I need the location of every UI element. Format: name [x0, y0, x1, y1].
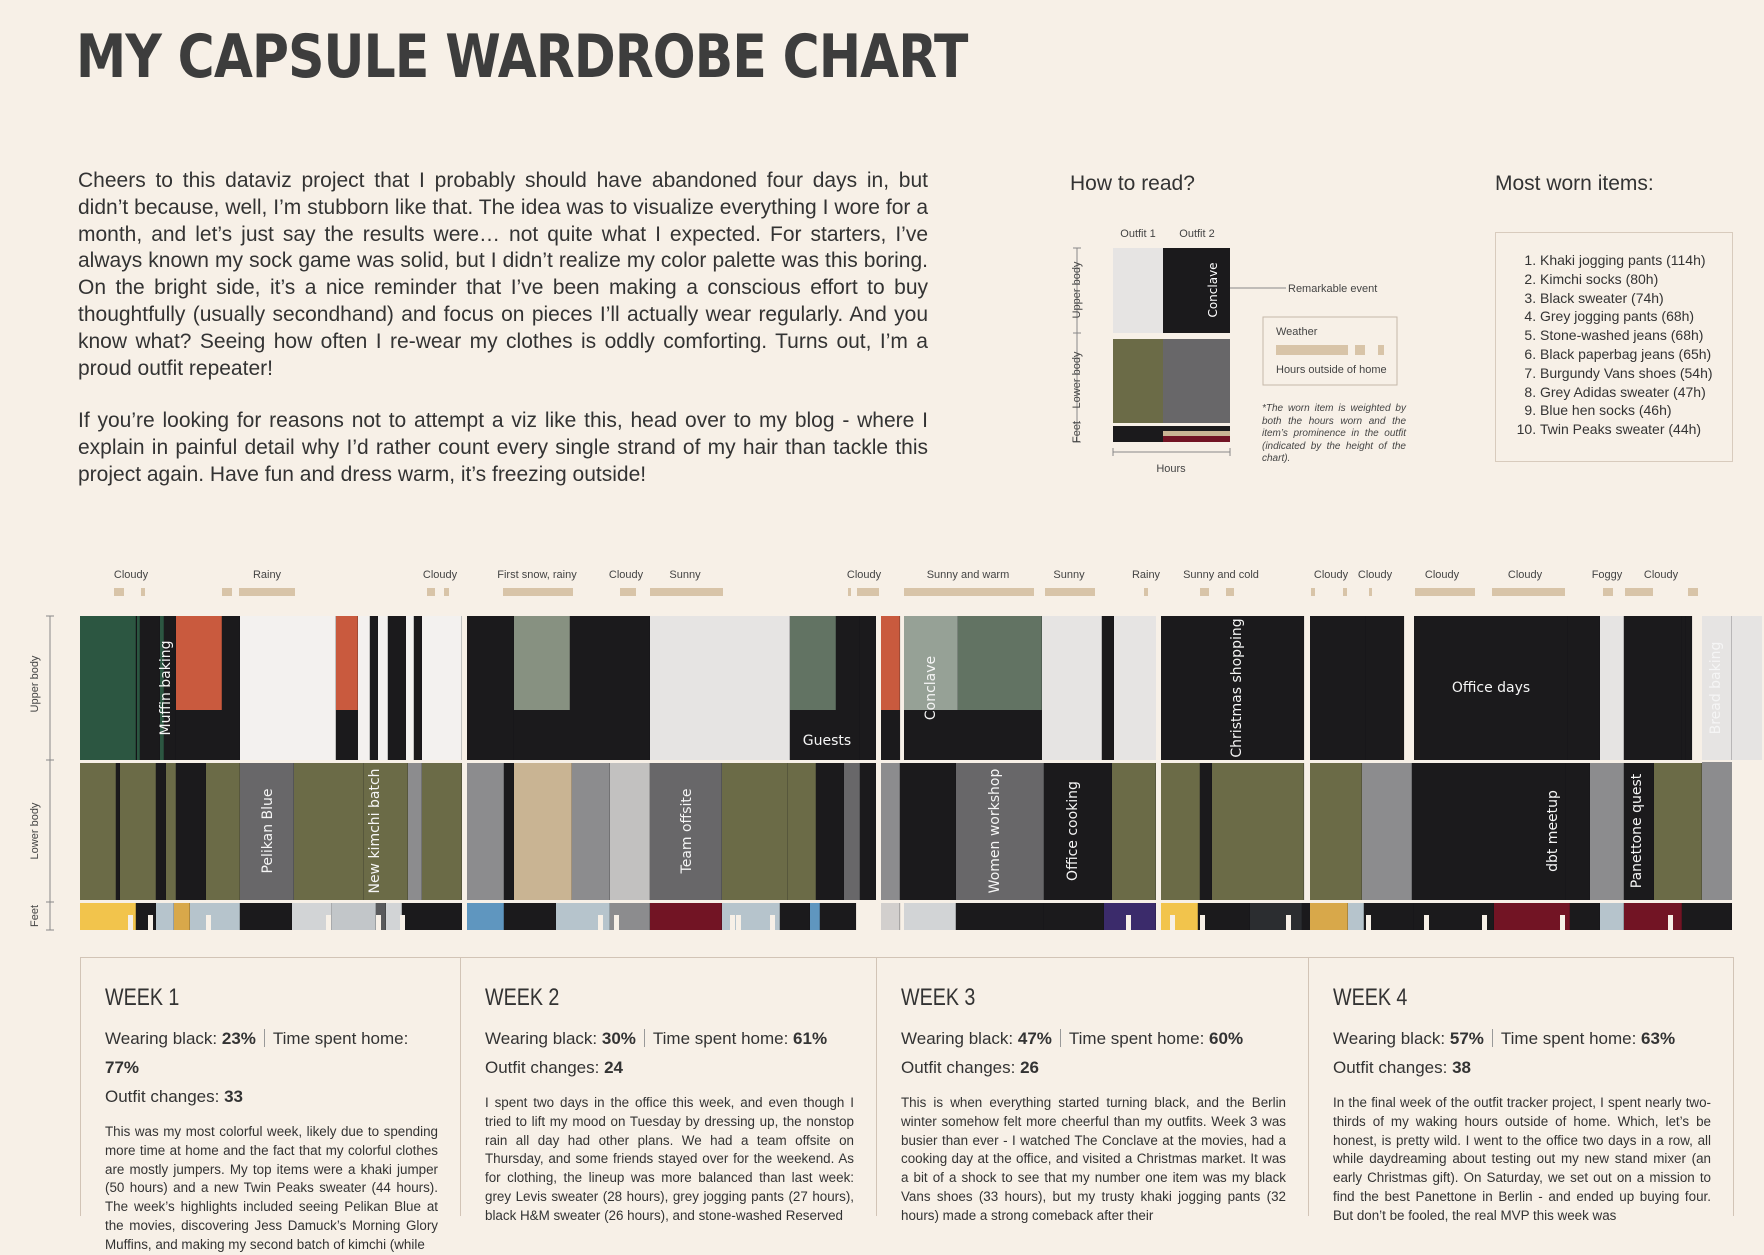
feet-notch-20	[1668, 915, 1673, 930]
upper-segment-13	[388, 616, 406, 760]
event-label-3: Christmas shopping	[1229, 618, 1245, 758]
feet-segment-19	[820, 902, 856, 930]
lower-segment-31	[1310, 762, 1362, 900]
weather-bar-5	[444, 588, 449, 596]
event-label-0: Muffin baking	[158, 640, 174, 736]
legend-outfit2: Outfit 2	[1179, 228, 1215, 240]
feet-notch-14	[1200, 915, 1205, 930]
changes-label: Outfit changes:	[105, 1087, 225, 1106]
feet-notch-5	[400, 915, 405, 930]
changes-label: Outfit changes:	[1333, 1058, 1453, 1077]
most-worn-item: 7. Burgundy Vans shoes (54h)	[1540, 364, 1732, 383]
feet-segment-29	[1310, 902, 1348, 930]
feet-notch-7	[614, 915, 619, 930]
most-worn-list	[1496, 251, 1732, 439]
upper-segment-11	[370, 616, 378, 760]
week-gap-2	[1156, 610, 1161, 935]
most-worn-item: 9. Blue hen socks (46h)	[1540, 401, 1732, 420]
feet-notch-6	[598, 915, 603, 930]
lower-segment-10	[408, 762, 422, 900]
black-value: 30%	[601, 1029, 636, 1048]
week-text: In the final week of the outfit tracker project, I spent nearly two-thirds of my waking hours outside of home. Which, let’s be honest, is pretty wild. I went to the office two days in a row, all while daydreaming about testing out my new stand mixer (an early Christmas gift). On Saturday, we set out on a mission to find the best Panettone in Berlin - and ended up buying four. But don’t be fooled, the real MVP this week was	[1333, 1095, 1711, 1223]
lower-segment-34	[1566, 762, 1590, 900]
feet-notch-4	[376, 915, 381, 930]
legend-feet-label: Feet	[1071, 420, 1083, 444]
feet-segment-21	[904, 902, 956, 930]
feet-segment-12	[504, 902, 556, 930]
changes-value: 38	[1452, 1058, 1471, 1077]
lower-segment-29	[1200, 762, 1212, 900]
upper-lower-part-0	[514, 710, 570, 760]
weather-label-13: Cloudy	[1424, 569, 1460, 581]
feet-segment-2	[156, 902, 174, 930]
feet-segment-15	[650, 902, 722, 930]
feet-notch-11	[862, 915, 867, 930]
changes-value: 26	[1020, 1058, 1039, 1077]
week-1-card	[81, 958, 461, 1252]
feet-row	[80, 902, 1732, 930]
feet-segment-34	[1570, 902, 1600, 930]
lower-segment-32	[1362, 762, 1412, 900]
lower-segment-20	[816, 762, 844, 900]
lower-segment-4	[166, 762, 176, 900]
row-label-upper: Upper body	[29, 655, 41, 713]
most-worn-item: 2. Kimchi socks (80h)	[1540, 270, 1732, 289]
feet-segment-37	[1682, 902, 1732, 930]
feet-segment-26	[1198, 902, 1250, 930]
weather-bar-2	[222, 588, 232, 596]
intro-text	[78, 168, 928, 515]
home-label: Time spent home:	[1068, 1029, 1210, 1048]
feet-segment-35	[1600, 902, 1624, 930]
week-gap-0	[462, 610, 467, 935]
week-stats	[485, 1024, 854, 1082]
lower-segment-21	[844, 762, 860, 900]
upper-segment-34	[1568, 616, 1600, 760]
changes-label: Outfit changes:	[485, 1058, 605, 1077]
lower-segment-0	[80, 762, 116, 900]
weather-bar-6	[503, 588, 573, 596]
lower-segment-16	[610, 762, 650, 900]
lower-segment-23	[880, 762, 900, 900]
home-value: 63%	[1641, 1029, 1676, 1048]
upper-segment-36	[1624, 616, 1682, 760]
week-text: This is when everything started turning black, and the Berlin winter somehow felt more cheerful than my outfits. Week 3 was busier than ever - I watched The Conclave at the movies, had a cooking day at the office, and visited a Christmas market. It was a bit of a shock to see that my number one item was my black Vans shoes (33 hours), but my trusty khaki jogging pants (32 hours) made a strong comeback after their	[901, 1095, 1286, 1223]
home-value: 60%	[1209, 1029, 1244, 1048]
upper-lower-part-4	[880, 710, 900, 760]
upper-segment-31	[1310, 616, 1366, 760]
weather-label-16: Cloudy	[1643, 569, 1679, 581]
weather-label-9: Rainy	[1131, 569, 1161, 581]
upper-lower-part-1	[176, 710, 222, 760]
weather-label-0: Cloudy	[113, 569, 149, 581]
feet-notch-3	[326, 915, 331, 930]
last-column-lower	[1702, 762, 1732, 900]
feet-segment-18	[810, 902, 820, 930]
home-label: Time spent home:	[652, 1029, 794, 1048]
event-label-5: Bread baking	[1708, 641, 1724, 735]
feet-notch-13	[1170, 915, 1175, 930]
weather-label-5: Sunny	[669, 569, 701, 581]
feet-notch-10	[770, 915, 775, 930]
black-value: 23%	[221, 1029, 256, 1048]
lower-segment-8	[294, 762, 364, 900]
weather-bar-3	[239, 588, 295, 596]
weather-label-4: Cloudy	[608, 569, 644, 581]
weather-label-2: Cloudy	[422, 569, 458, 581]
legend-hours-outside-label: Hours outside of home	[1276, 364, 1387, 376]
legend-lower-outfit2	[1163, 339, 1230, 423]
week-stats	[105, 1024, 438, 1111]
upper-segment-10	[358, 616, 370, 760]
how-to-read-legend	[1060, 220, 1420, 480]
feet-segment-7	[332, 902, 376, 930]
upper-segment-28	[1102, 616, 1114, 760]
lower-segment-30	[1212, 762, 1304, 900]
legend-note: *The worn item is weighted by both the hours worn and the item’s prominence in the outfit (indicated by the height of the chart).	[1262, 403, 1406, 464]
changes-label: Outfit changes:	[901, 1058, 1021, 1077]
most-worn-item: 5. Stone-washed jeans (68h)	[1540, 326, 1732, 345]
event-label-7: New kimchi batch	[367, 768, 383, 894]
legend-feet-outfit2-mid	[1163, 431, 1230, 436]
upper-segment-3	[140, 616, 160, 760]
most-worn-item: 8. Grey Adidas sweater (47h)	[1540, 383, 1732, 402]
weather-bar-10	[857, 588, 879, 596]
lower-segment-37	[1654, 762, 1702, 900]
row-label-lower: Lower body	[29, 802, 41, 860]
weather-label-7: Sunny and warm	[926, 569, 1010, 581]
legend-upper-label: Upper body	[1071, 261, 1083, 319]
weeks-summary	[80, 957, 1734, 1252]
feet-notch-2	[206, 915, 211, 930]
weather-bar-20	[1492, 588, 1565, 596]
most-worn-item: 6. Black paperbag jeans (65h)	[1540, 345, 1732, 364]
weather-label-10: Sunny and cold	[1183, 569, 1259, 581]
upper-segment-14	[406, 616, 414, 760]
feet-segment-23	[1044, 902, 1104, 930]
feet-notch-1	[148, 915, 153, 930]
lower-segment-28	[1160, 762, 1200, 900]
feet-segment-33	[1494, 902, 1570, 930]
weather-bar-9	[848, 588, 851, 596]
event-label-10: Office cooking	[1065, 781, 1081, 881]
black-label: Wearing black:	[1333, 1029, 1450, 1048]
lower-segment-18	[722, 762, 788, 900]
how-to-read-title: How to read?	[1070, 172, 1195, 195]
event-label-9: Women workshop	[987, 768, 1003, 894]
most-worn-item: 1. Khaki jogging pants (114h)	[1540, 251, 1732, 270]
feet-notch-0	[128, 915, 133, 930]
upper-segment-7	[222, 616, 240, 760]
week-title: WEEK 1	[105, 984, 180, 1011]
row-gap-lower	[80, 900, 1732, 903]
event-label-1: Guests	[802, 733, 852, 749]
week-gap-1	[876, 610, 881, 935]
weather-bar-1	[141, 588, 145, 596]
legend-lower-outfit1	[1113, 339, 1163, 423]
weather-label-15: Foggy	[1591, 569, 1623, 581]
most-worn-item: 10. Twin Peaks sweater (44h)	[1540, 420, 1732, 439]
upper-segment-19	[570, 616, 650, 760]
black-value: 57%	[1449, 1029, 1484, 1048]
feet-segment-3	[174, 902, 190, 930]
black-label: Wearing black:	[105, 1029, 222, 1048]
weather-bar-12	[1045, 588, 1095, 596]
upper-segment-16	[422, 616, 462, 760]
legend-weather-label: Weather	[1276, 326, 1318, 338]
upper-lower-part-2	[336, 710, 358, 760]
most-worn-title: Most worn items:	[1495, 172, 1654, 195]
feet-divider-20	[899, 902, 900, 930]
lower-segment-35	[1590, 762, 1624, 900]
weather-label-14: Cloudy	[1507, 569, 1543, 581]
weather-label-3: First snow, rainy	[497, 569, 577, 581]
lower-divider-30	[1303, 762, 1304, 900]
legend-upper-outfit1	[1113, 248, 1163, 333]
upper-divider-32	[1403, 616, 1404, 760]
lower-body-row	[80, 762, 1732, 900]
weather-bar-17	[1343, 588, 1347, 596]
event-label-6: Pelikan Blue	[260, 788, 276, 874]
feet-notch-19	[1560, 915, 1565, 930]
feet-segment-11	[466, 902, 504, 930]
changes-value: 33	[224, 1087, 243, 1106]
most-worn-item: 4. Grey jogging pants (68h)	[1540, 307, 1732, 326]
lower-segment-6	[206, 762, 240, 900]
lower-segment-33	[1412, 762, 1566, 900]
weather-bar-14	[1200, 588, 1209, 596]
week-3-card	[877, 958, 1309, 1223]
event-label-12: Panettone quest	[1629, 773, 1645, 889]
weather-label-11: Cloudy	[1313, 569, 1349, 581]
black-label: Wearing black:	[901, 1029, 1018, 1048]
event-label-2: Conclave	[923, 655, 939, 721]
upper-segment-8	[240, 616, 336, 760]
week-stats	[1333, 1024, 1711, 1082]
weather-bar-7	[620, 588, 636, 596]
feet-segment-17	[780, 902, 810, 930]
weather-row	[0, 560, 1764, 600]
feet-segment-31	[1364, 902, 1414, 930]
week-4-card	[1309, 958, 1733, 1223]
upper-segment-27	[1042, 616, 1102, 760]
black-label: Wearing black:	[485, 1029, 602, 1048]
home-value: 77%	[105, 1058, 140, 1077]
feet-segment-36	[1624, 902, 1682, 930]
lower-segment-12	[466, 762, 504, 900]
weather-bar-15	[1226, 588, 1234, 596]
weather-bar-19	[1415, 588, 1475, 596]
legend-feet-outfit1	[1113, 426, 1163, 442]
feet-segment-0	[80, 902, 136, 930]
legend-lower-label: Lower body	[1071, 351, 1083, 409]
weather-bar-13	[1144, 588, 1148, 596]
upper-segment-12	[378, 616, 388, 760]
legend-outfit1: Outfit 1	[1120, 228, 1156, 240]
lower-segment-27	[1112, 762, 1156, 900]
row-label-feet: Feet	[29, 904, 41, 928]
feet-segment-5	[240, 902, 292, 930]
feet-segment-20	[880, 902, 900, 930]
most-worn-item: 3. Black sweater (74h)	[1540, 289, 1732, 308]
legend-feet-outfit2-top	[1163, 426, 1230, 431]
feet-notch-18	[1482, 915, 1487, 930]
feet-segment-30	[1348, 902, 1364, 930]
weather-bar-22	[1625, 588, 1653, 596]
lower-segment-5	[176, 762, 206, 900]
week-stats	[901, 1024, 1286, 1082]
wardrobe-chart	[0, 610, 1764, 940]
weather-label-1: Rainy	[252, 569, 282, 581]
week-title: WEEK 3	[901, 984, 976, 1011]
upper-divider-30	[1303, 616, 1304, 760]
lower-segment-22	[860, 762, 876, 900]
lower-segment-19	[788, 762, 816, 900]
lower-segment-14	[514, 762, 572, 900]
legend-feet-outfit2-bot	[1163, 436, 1230, 442]
feet-segment-10	[402, 902, 462, 930]
lower-segment-11	[422, 762, 462, 900]
feet-segment-22	[956, 902, 1044, 930]
upper-divider-38	[1691, 616, 1692, 760]
event-label-8: Team offsite	[679, 788, 695, 874]
home-label: Time spent home:	[1500, 1029, 1642, 1048]
weather-bar-16	[1311, 588, 1315, 596]
upper-segment-29	[1114, 616, 1158, 760]
lower-segment-3	[156, 762, 166, 900]
changes-value: 24	[604, 1058, 623, 1077]
weather-bar-4	[427, 588, 435, 596]
feet-segment-9	[386, 902, 402, 930]
week-title: WEEK 2	[485, 984, 560, 1011]
home-value: 61%	[793, 1029, 828, 1048]
intro-paragraph-1: Cheers to this dataviz project that I probably should have abandoned four days in, but didn’t because, well, I’m stubborn like that. The idea was to visualize everything I wore for a month, and let’s just say the results were… not quite what I expected. For starters, I’ve always known my sock game was solid, but I didn’t realize my color palette was this boring. On the bright side, it’s a nice reminder that I’ve been making a conscious effort to buy thoughtfully (usually secondhand) and focus on pieces I’ll actually wear regularly. And you know what? Seeing how often I re-wear my clothes is oddly comforting. Turns out, I’m a proud outfit repeater!	[78, 169, 928, 380]
week-text: This was my most colorful week, likely due to spending more time at home and the fact that my colorful clothes are mostly jumpers. My top items were a khaki jumper (50 hours) and a new Twin Peaks sweater (44 hours). The week’s highlights included seeing Pelikan Blue at the movies, discovering Jess Damuck’s Morning Glory Muffins, and making my second batch of kimchi (while	[105, 1124, 438, 1252]
feet-notch-8	[730, 915, 735, 930]
legend-hours-label: Hours	[1156, 463, 1186, 475]
most-worn-box	[1495, 232, 1733, 462]
weather-bar-23	[1688, 588, 1698, 596]
legend-event-label: Conclave	[1206, 262, 1220, 318]
weather-bar-8	[650, 588, 723, 596]
feet-notch-16	[1366, 915, 1371, 930]
weather-bar-18	[1369, 588, 1372, 596]
upper-segment-35	[1600, 616, 1624, 760]
week-title: WEEK 4	[1333, 984, 1408, 1011]
last-column-upper	[1732, 616, 1762, 760]
black-value: 47%	[1017, 1029, 1052, 1048]
week-text: I spent two days in the office this week, and even though I tried to lift my mood on Tuesday by dressing up, the nonstop rain all day had other plans. We had a team offsite on Thursday, and some friends stayed over for the weekend. As for clothing, the lineup was more balanced than last week: grey Levis sweater (28 hours), grey jogging pants (27 hours), black H&M sweater (26 hours), and stone-washed Reserved	[485, 1095, 854, 1223]
upper-segment-20	[650, 616, 790, 760]
legend-remarkable-label: Remarkable event	[1288, 283, 1378, 295]
weather-label-12: Cloudy	[1357, 569, 1393, 581]
upper-lower-part-6	[958, 710, 1042, 760]
upper-segment-15	[414, 616, 422, 760]
feet-notch-15	[1286, 915, 1291, 930]
upper-segment-17	[466, 616, 514, 760]
upper-segment-23	[860, 616, 876, 760]
row-gap-upper	[80, 760, 1732, 763]
feet-segment-27	[1250, 902, 1302, 930]
event-label-11: dbt meetup	[1545, 790, 1561, 872]
weather-label-8: Sunny	[1053, 569, 1085, 581]
page-title: MY CAPSULE WARDROBE CHART	[76, 22, 968, 92]
intro-paragraph-2: If you’re looking for reasons not to attempt a viz like this, head over to my blog - where I explain in painful detail why I’d rather count every single strand of my hair than tackle this project again. Have fun and dress warm, it’s freezing outside!	[78, 409, 928, 486]
weather-bar-11	[904, 588, 1034, 596]
legend-weather-bar	[1276, 345, 1348, 355]
weather-bar-21	[1603, 588, 1613, 596]
week-2-card	[461, 958, 877, 1223]
feet-notch-9	[736, 915, 741, 930]
feet-segment-25	[1160, 902, 1198, 930]
upper-segment-0	[80, 616, 136, 760]
weather-bar-0	[114, 588, 124, 596]
upper-segment-38	[1686, 616, 1692, 760]
lower-segment-2	[120, 762, 156, 900]
feet-divider-19	[855, 902, 856, 930]
lower-segment-15	[572, 762, 610, 900]
lower-segment-13	[504, 762, 514, 900]
feet-notch-17	[1424, 915, 1429, 930]
feet-segment-4	[190, 902, 240, 930]
feet-notch-12	[1126, 915, 1131, 930]
lower-segment-24	[900, 762, 956, 900]
upper-segment-32	[1366, 616, 1404, 760]
home-label: Time spent home:	[272, 1029, 409, 1048]
weather-label-6: Cloudy	[846, 569, 882, 581]
event-label-4: Office days	[1451, 680, 1531, 696]
